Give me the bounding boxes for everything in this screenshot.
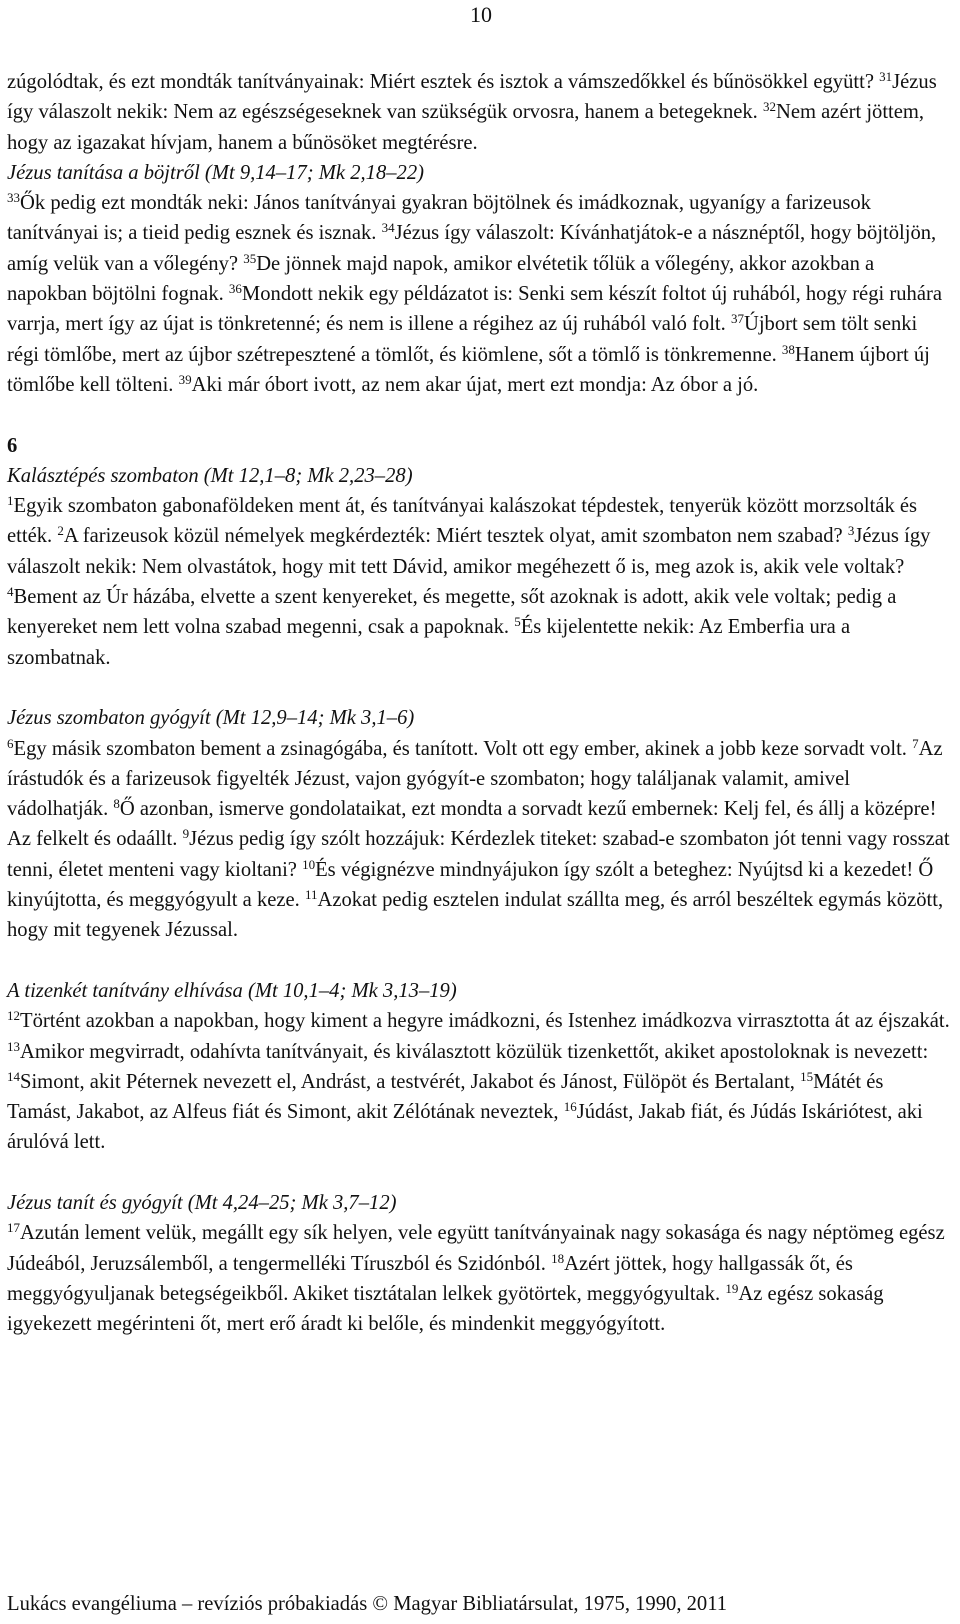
verse-number: 13 [7,1038,20,1054]
verse-number: 38 [781,341,795,357]
verse-number: 18 [551,1250,565,1266]
verse-text: Simont, akit Péternek nevezett el, Andrást, a testvérét, Jakabot és Jánost, Fülöpöt és Bertalant, [20,1070,801,1093]
verse-number: 33 [7,190,20,206]
section-title-fasting: Jézus tanítása a böjtről (Mt 9,14–17; Mk 2,18–22) [7,161,424,184]
page-number-text: 10 [470,2,492,27]
verse-number: 4 [7,584,14,600]
paragraph-intro [7,67,952,158]
verse-number: 11 [304,887,318,903]
verse-text: Aki már óbort ivott, az nem akar újat, mert ezt mondja: Az óbor a jó. [191,373,759,396]
paragraph-healing-sabbath [7,734,952,946]
verse-text: Ő azonban, ismerve gondolataikat, ezt mondta a sorvadt kezű embernek: Kelj fel, és állj a középre! Az felkelt és odaállt. [7,798,937,851]
verse-number: 35 [243,250,257,266]
spacer [7,1158,952,1188]
verse-number: 31 [879,69,893,84]
verse-number: 7 [912,735,919,751]
verse-text: És kijelentette nekik: Az Emberfia ura a szombatnak. [7,616,851,669]
verse-text: A farizeusok közül némelyek megkérdezték: Miért tesztek olyat, amit szombaton nem szabad? [63,525,848,548]
verse-number: 16 [563,1099,577,1115]
verse-text: zúgolódtak, és ezt mondták tanítványainak: Miért esztek és isztok a vámszedőkkel és bűnösökkel együtt? [7,71,880,93]
section-title-twelve: A tizenkét tanítvány elhívása (Mt 10,1–4; Mk 3,13–19) [7,979,457,1002]
verse-number: 12 [7,1008,20,1024]
verse-number: 3 [847,523,855,539]
page-footer: Lukács evangéliuma – revíziós próbakiadás © Magyar Bibliatársulat, 1975, 1990, 2011 [7,1593,728,1615]
verse-number: 6 [7,735,14,751]
verse-text: Amikor megvirradt, odahívta tanítványait, és kiválasztott közülük tizenkettőt, akiket apostoloknak is nevezett: [20,1040,929,1063]
document-body [7,67,952,1339]
verse-text: Jézus így válaszolt nekik: Nem olvastátok, hogy mit tett Dávid, amikor megéhezett ő is, meg azok is, akik vele voltak? [7,525,931,578]
verse-text: Bement az Úr házába, elvette a szent kenyereket, és megette, sőt azoknak is adott, akik vele voltak; pedig a kenyereket nem lett volna szabad megenni, csak a papoknak. [7,586,897,639]
verse-number: 1 [7,493,14,509]
verse-number: 5 [514,614,521,630]
verse-number: 34 [381,220,395,236]
verse-number: 9 [182,826,190,842]
verse-text: Júdást, Jakab fiát, és Júdás Iskáriótest, aki árulóvá lett. [7,1101,923,1154]
spacer [7,400,952,430]
paragraph-fasting [7,188,952,400]
verse-text: És végignézve mindnyájukon így szólt a beteghez: Nyújtsd ki a kezedet! Ő kinyújtotta, és meggyógyult a keze. [7,858,934,912]
verse-text: Ők pedig ezt mondták neki: János tanítványai gyakran böjtölnek és imádkoznak, ugyanígy a farizeusok tanítványai is; a tieid pedig esznek és isznak. [7,192,871,245]
verse-text: Hanem újbort új tömlőbe kell tölteni. [7,343,930,396]
verse-text: Történt azokban a napokban, hogy kiment a hegyre imádkozni, és Istenhez imádkozva virrasztotta át az éjszakát. [20,1010,950,1033]
verse-number: 15 [800,1068,814,1084]
verse-number: 36 [228,281,242,297]
verse-number: 19 [725,1280,739,1296]
verse-text: Újbort sem tölt senki régi tömlőbe, mert az újbor szétrepesztené a tömlőt, és kiömlene, sőt a tömlő is tönkremenne. [7,313,918,366]
verse-text: Azután lement velük, megállt egy sík helyen, vele együtt tanítványainak nagy sokasága és nagy néptömeg egész Júdeából, Jeruzsálemből, a tengermelléki Tíruszból és Szidónból. [7,1222,945,1275]
section-title-healing-sabbath: Jézus szombaton gyógyít (Mt 12,9–14; Mk 3,1–6) [7,707,415,730]
verse-number: 2 [57,523,64,539]
paragraph-grain [7,491,952,673]
verse-text: Az egész sokaság igyekezett megérinteni őt, mert erő áradt ki belőle, és mindenkit meggyógyított. [7,1282,884,1336]
verse-text: Mondott nekik egy példázatot is: Senki sem készít foltot új ruhából, hogy régi ruhára varrja, mert így az újat is tönkretenné; és nem is illene a régihez az új ruhából való folt. [7,283,942,336]
verse-text: Jézus így válaszolt: Kívánhatjátok-e a násznéptől, hogy böjtöljön, amíg velük van a vőlegény? [7,222,937,275]
paragraph-teaching-healing [7,1218,952,1339]
verse-text: Azért jöttek, hogy hallgassák őt, és meggyógyuljanak betegségeikből. Akiket tisztátalan lelkek gyötörtek, meggyógyultak. [7,1252,853,1305]
verse-text: Egy másik szombaton bement a zsinagógába, és tanított. Volt ott egy ember, akinek a jobb keze sorvadt volt. [13,737,913,760]
verse-text: Mátét és Tamást, Jakabot, az Alfeus fiát és Simont, akit Zélótának neveztek, [7,1070,884,1124]
verse-number: 32 [762,99,776,115]
section-title-teaching-healing: Jézus tanít és gyógyít (Mt 4,24–25; Mk 3,7–12) [7,1191,397,1214]
verse-number: 14 [7,1068,20,1084]
verse-number: 8 [113,796,120,812]
verse-number: 17 [7,1220,20,1236]
verse-text: Jézus így válaszolt nekik: Nem az egészségeseknek van szükségük orvosra, hanem a betegeknek. [7,71,937,124]
verse-number: 39 [178,371,192,387]
verse-text: Az írástudók és a farizeusok figyelték Jézust, vajon gyógyít-e szombaton; hogy találjanak valamit, amivel vádolhatják. [7,737,943,821]
verse-text: De jönnek majd napok, amikor elvétetik tőlük a vőlegény, akkor azokban a napokban böjtölni fognak. [7,252,875,306]
spacer [7,673,952,703]
chapter-number: 6 [7,434,18,457]
paragraph-twelve [7,1006,952,1157]
verse-text: Egyik szombaton gabonaföldeken ment át, és tanítványai kalászokat tépdestek, tenyerük között morzsolták és ették. [7,495,918,548]
verse-text: Azokat pedig esztelen indulat szállta meg, és arról beszéltek egymás között, hogy mit tegyenek Jézussal. [7,889,944,942]
verse-text: Nem azért jöttem, hogy az igazakat hívjam, hanem a bűnösöket megtérésre. [7,101,925,154]
section-title-grain: Kalásztépés szombaton (Mt 12,1–8; Mk 2,23–28) [7,464,413,487]
spacer [7,946,952,976]
verse-number: 10 [302,856,316,872]
verse-text: Jézus pedig így szólt hozzájuk: Kérdezlek titeket: szabad-e szombaton jót tenni vagy rosszat tenni, életet menteni vagy kioltani? [7,828,950,881]
verse-number: 37 [730,311,744,327]
